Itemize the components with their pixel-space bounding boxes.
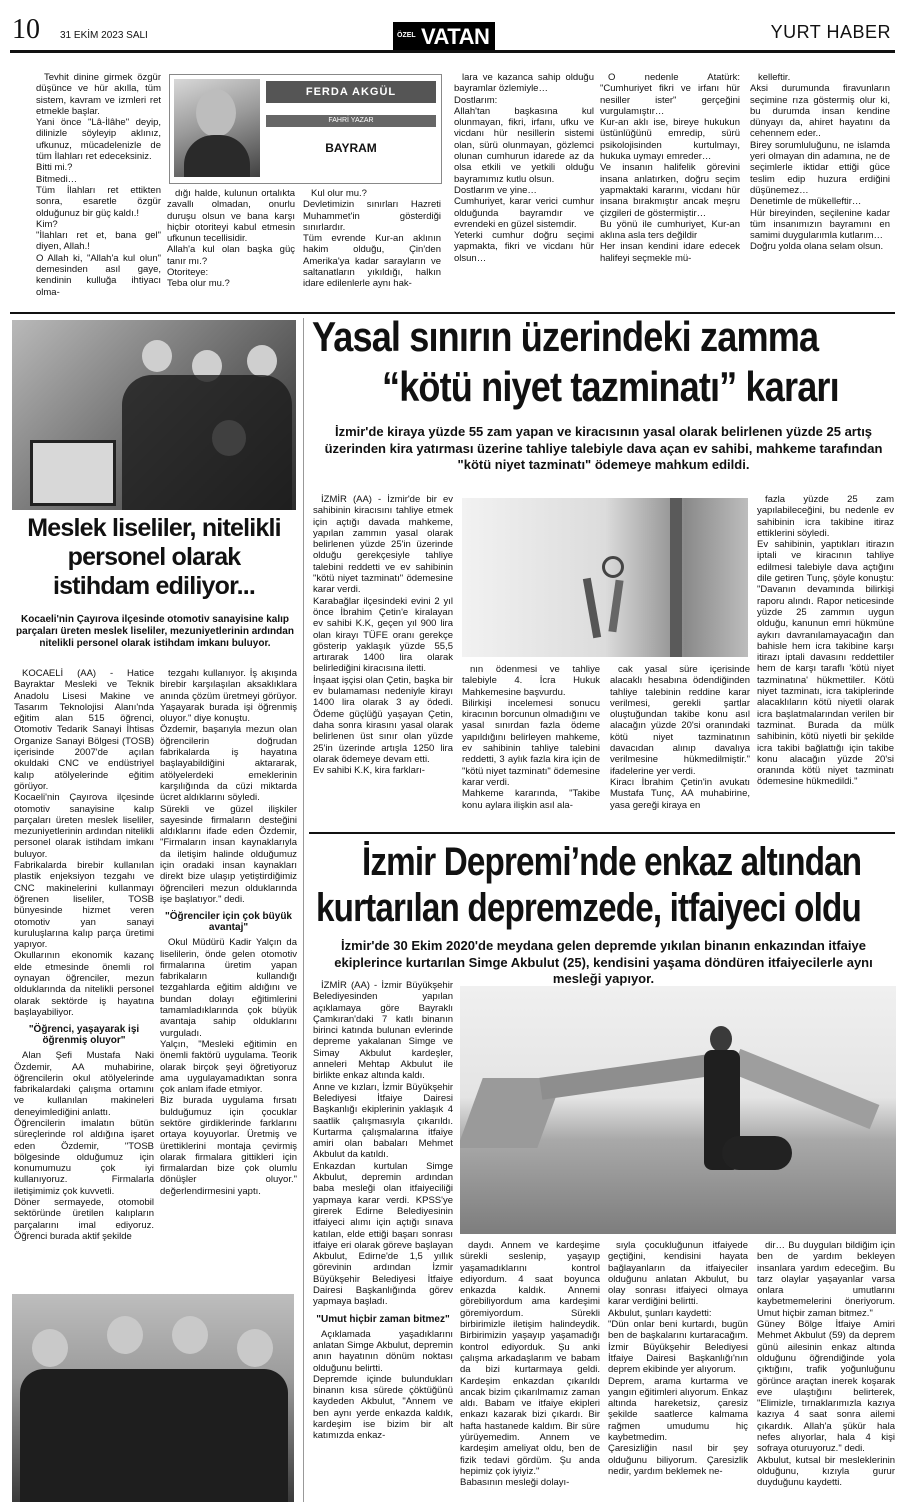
column-text-5: O nedenle Atatürk: "Cumhuriyet fikri ve irfanı hür nesiller ister" gerçeğini vurgulamıştır… Kur-an aklı ise, bireye hukukun üstünlüğünü emredip, sürü psikolojisinden kurtulmayı, hukuka uymayı emreder… Ve insanın halifelik görevini insana anlatırken, doğru seçim yapmaktaki kararını, vicdanı hür insana bırakmıştır ancak meşru çizgileri de göstermiştir… Bu yönü ile cumhuriyet, Kur-an aklına asla ters değildir Her insan kendini idare edecek halifeyi seçmekle mü- — [600, 72, 740, 264]
rent-headline-line2: “kötü niyet tazminatı” kararı — [382, 363, 839, 410]
rent-deck: İzmir'de kiraya yüzde 55 zam yapan ve kiracısının yasal olarak belirlenen yüzde 25 artış üzerinden kira yatırması üzerine tahliye talebiyle dava açan ev sahibi, mahkeme tarafından "kötü niyet tazminatı" ödemeye mahkum edildi. — [324, 424, 883, 472]
logo-badge: ÖZEL — [395, 24, 417, 50]
author-photo — [174, 79, 260, 177]
firefighter-dog-photo — [460, 986, 896, 1234]
students-parts-photo — [12, 1294, 294, 1502]
logo-text: VATAN — [417, 24, 493, 50]
vertical-divider — [303, 318, 304, 1502]
masthead-rule — [10, 50, 895, 53]
column-text-6: kelleftir. Aksi durumunda firavunların seçimine rıza göstermiş olur ki, bu durumda insan kendine dünyayı da, ahiret hayatını da cehennem eder.. Birey sorumluluğunu, ne islamda yeri olmayan din adamına, ne de seçimlerle iktidar ettiği güce teslim edip huzura erdiğini düşünemez… Denetimle de mükelleftir… Hür bireyinden, seçilenine kadar tüm insanımızın bayramını en samimi duygularımla kutlarım… Doğru yolda olana selam olsun. — [750, 72, 890, 253]
rent-text-4: fazla yüzde 25 zam yapılabileceğini, bu nedenle ev sahibinin icra takibine itiraz ettiklerini söyledi. Ev sahibinin, yaptıkları itirazın iptali ve kiracının tahliye edilmesi talebiyle dava açtığını dile getiren Tunç, şöyle konuştu: "Davanın devamında bilirkişi raporu alındı. Rapor neticesinde yüzde 25 zammın uygun olduğu, kanunun emri hükmüne aykırı davranılamayacağın dan bahisle hem icra takibine karşı itirazı iptali davasını reddettiler hem de karşı taraflı 'kötü niyet tazminatına' hükmettiler. Kötü niyet tazminatı, icra takiplerinde alacaklıların kötü niyetli olarak icra başlatmalarından verilen bir tazminat. Burada da mülk sahibinin, kötü niyetli bir şekilde icra takibi bağlattığı için takibe konu alacağın yüzde 20'si oranında kötü niyet tazminatı ödemesine hükmedildi." — [757, 494, 894, 788]
vocational-deck: Kocaeli'nin Çayırova ilçesinde otomotiv sanayisine kalıp parçaları üreten meslek liseliler, mezuniyetlerinin ardından nitelikli personel olarak istihdam imkanı buluyor. — [16, 614, 294, 649]
rent-text-2: nın ödenmesi ve tahliye talebiyle 4. İcra Hukuk Mahkemesine başvurdu. Bilirkişi incelemesi sonucu kiracının borcunun olmadığını ve yasal sınırdan fazla ödeme yapıldığını belirleyen mahkeme, ev sahibinin tahliye talebini reddetti, 3 aylık fazla kira için de "kötü niyet tazminatı" ödemesine karar verdi. Mahkeme kararında, "Takibe konu aylara ilişkin asıl ala- — [462, 664, 600, 811]
column-text-4: lara ve kazanca sahip olduğu bayramlar özlemiyle… Dostlarım: Allah'tan başkasına kul olunmayan, fikri, irfanı, ufku ve vicdanı hür nesillerin sistemi olan, sürü olunmayan, gözlemci olunan cumhurun idarede az da olsa etkili ve yetkili olduğu bayramımız kutlu olsun. Dostlarım ve yine… Cumhuriyet, karar verici cumhur olduğunda bayramdır ve evrendeki en güzel sistemdir. Yeterki cumhur doğru seçimi yapmakta, fikri ve vicdanı hür olsun… — [454, 72, 594, 264]
quake-subhead: "Umut hiçbir zaman bitmez" — [316, 1313, 450, 1325]
column-text-1: Tevhit dinine girmek özgür düşünce ve hür akılla, tüm sistem, kavram ve izmleri ret etmekle başlar. Yani önce "Lâ-İlâhe" deyip, dilinizle söyleyip aklınız, ufkunuz, mücadelenizle de tüm İlahları ret edeceksiniz. Bitti mi.? Bitmedi… Tüm İlahları ret ettikten sonra, esaretle özgür olduğunuz bir güç kaldı.! Kim? "İlahları ret et, bana gel" diyen, Allah.! O Allah ki, "Allah'a kul olun" demesinden asıl gaye, kendinin kulluğa ihtiyacı olma- — [36, 72, 161, 298]
vocational-headline: Meslek liseliler, nitelikli personel olarak istihdam ediliyor... — [27, 514, 281, 600]
column-author-role: FAHRİ YAZAR — [266, 115, 436, 127]
quake-text-3: sıyla çocukluğunun itfaiyede geçtiğini, kendisini hayata bağlayanların da itfaiyeciler olduğunu anlatan Akbulut, bu olay sonrası itfaiyeci olmaya karar verdiğini belirtti. Akbulut, şunları kaydetti: "Dün onlar beni kurtardı, bugün ben de başkalarını kurtaracağım. İzmir Büyükşehir Belediyesi İtfaiye Dairesi Başkanlığı'nın deprem ekibinde yer alıyorum. Deprem, arama kurtarma ve yangın eğitimleri alıyorum. Enkaz altında hareketsiz, çaresiz şekilde saatlerce kalmama rağmen umudumu hiç kaybetmedim. Çaresizliğin nasıl bir şey olduğunu biliyorum. Çaresizlik nedir, yardım beklemek ne- — [608, 1240, 748, 1477]
quake-text-4: dir… Bu duyguları bildiğim için ben de yardım bekleyen insanlara yardım edeceğim. Bu tarz olaylar yaşayanlar varsa onlara umutlarını kaybetmemelerini öneriyorum. Umut hiçbir zaman bitmez." Güney Bölge İtfaiye Amiri Mehmet Akbulut (59) da deprem günü ailesinin enkaz altında olduğunu öğrendiğinde yola çıktığını, trafik yoğunluğunu görünce araçtan inerek koşarak eve ulaştığını belirterek, "Elimizle, tırnaklarımızla kazıya kazıya 4 saat sonra ailemi çıkardık. Allah'a şükür hala nefes alıyorlar, hala 4 kişi sofraya oturuyoruz." dedi. Akbulut, kutsal bir mesleklerinin olduğunu, kızıyla gurur duyduğunu kaydetti. — [757, 1240, 895, 1489]
quake-text-2: daydı. Annem ve kardeşime sürekli seslenip, yaşayıp yaşamadıklarını kontrol ediyordum. 4 saat boyunca enkazda kaldık. Annemi görebiliyordum ama kardeşimi göremiyordum. Sürekli birbirimizle iletişim halindeydik. Birbirimizin yaşayıp yaşamadığı kontrol ediyorduk. Şu anki çalışma arkadaşlarım ve babam da bizi kurtarmaya geldi. Kardeşim enkazdan çıkarıldı ancak bizim çıkarılmamız zaman aldı. Babam ve itfaiye ekipleri enkazı kazarak bizi çıkardı. Bir hafta hastanede kaldım. Bir süre yürüyemedim. Annem ve kardeşim ameliyat oldu, ben de fizik tedavi gördüm. Şu anda hepimiz çok iyiyiz." Babasının mesleği dolayı- — [460, 1240, 600, 1489]
rent-headline-line1: Yasal sınırın üzerindeki zamma — [312, 313, 819, 360]
vocational-subhead-2: "Öğrenciler için çok büyük avantaj" — [164, 911, 292, 934]
rent-bottom-rule — [309, 832, 895, 834]
column-author-name: FERDA AKGÜL — [266, 81, 436, 103]
section-label: YURT HABER — [770, 22, 891, 42]
column-text-2: dığı halde, kulunun ortalıkta zavallı olmadan, onurlu duruşu olsun ve bana karşı hiçbir otoriteyi kabul etmesin ufkunun tecellisidir. Allah'a kul olan başka güç tanır mı.? Otoriteye: Teba olur mu.? — [167, 188, 295, 290]
vocational-text-1: KOCAELİ (AA) - Hatice Bayraktar Mesleki ve Teknik Anadolu Lisesi Makine ve Tasarım Teknolojisi Alanı'nda eğitim alan 515 öğrenci, Otomotiv Tedarik Sanayi İhtisas Organize Sanayi Bölgesi (TOSB) içerisinde 2007'de açılan okuldaki CNC ve endüstriyel kalıp atölyelerinde eğitim görüyor. Kocaeli'nin Çayırova ilçesinde otomotiv sanayisine kalıp parçaları üreten meslek liseliler, mezuniyetlerinin ardından nitelikli personel olarak istihdam imkanı buluyor. Fabrikalarda birebir kullanılan plastik enjeksiyon tezgahı ve CNC makinelerini kullanmayı öğrenen liseliler, TOSB bünyesinde hizmet veren otomotiv yan sanayi kuruluşlarına kalıp parça üretimi yapıyor. Okullarının ekonomik kazanç elde etmesinde önemli rol oynayan öğrenciler, mezun olduklarında da nitelikli personel olarak sektörde iş hayatına başlayabiliyor. "Öğrenci, yaşayarak işi öğrenmiş oluyor" Alan Şefi Mustafa Naki Özdemir, AA muhabirine, öğrencilerin okul atölyelerinde fabrikalardaki çalışma ortamını ve kullanılan makineleri deneyimlediğini anlattı. Öğrencilerin imalatın bütün süreçlerinde rol aldığına işaret eden Özdemir, "TOSB bölgesinde olduğumuz için konumumuzu çok iyi kullanıyoruz. Firmalarla iletişimimiz çok kuvvetli. Döner sermayede, otomobil sektöründe üretilen kalıpların parçalarını imal ediyoruz. Öğrenci burada aktif şekilde — [14, 668, 154, 1242]
quake-deck: İzmir'de 30 Ekim 2020'de meydana gelen depremde yıkılan binanın enkazından itfaiye ekiplerince kurtarılan Simge Akbulut (25), kendisini yaşama döndüren itfaiyecilerle aynı mesleği yapıyor. — [334, 938, 873, 986]
quake-headline-line2: kurtarılan depremzede, itfaiyeci oldu — [316, 886, 861, 930]
column-author-box — [169, 74, 442, 184]
rent-text-1: İZMİR (AA) - İzmir'de bir ev sahibinin kiracısını tahliye etmek için açtığı davada mahkeme, yapılan zammın yasal olarak belirlenen yüzde 25'in üzerinde olduğu gerekçesiyle tahliye talebini reddetti ve ev sahibinin "kötü niyet tazminatı" ödemesine karar verdi. Karabağlar ilçesindeki evini 2 yıl önce İbrahim Çetin'e kiralayan ev sahibi K.K, geçen yıl 900 lira olan kirayı TÜFE oranı gerekçe gösterip yaklaşık yüzde 55,5 artırarak 1400 lira olarak belirlediğini kiracısına iletti. İnşaat işçisi olan Çetin, başka bir ev bulamaması nedeniyle kirayı 1400 lira olarak 3 ay ödedi. Ödeme güçlüğü yaşayan Çetin, daha sonra kirasını yasal olarak belirlenen üst sınır olan yüzde 25'in üzerinde artışla 1250 lira olarak ödemeye devam etti. Ev sahibi K.K, kira farkları- — [313, 494, 453, 777]
keys-photo — [462, 498, 748, 657]
newspaper-logo — [393, 22, 495, 52]
quake-text-1: İZMİR (AA) - İzmir Büyükşehir Belediyesinden yapılan açıklamaya göre Bayraklı Çamkıran'daki 7 katlı binanın birinci katında bulunan evlerinde depreme yakalanan Simge ve Simay Akbulut kardeşler, anneleri Mehtap Akbulut ile birlikte enkaz altında kaldı. Anne ve kızları, İzmir Büyükşehir Belediyesi İtfaiye Dairesi Başkanlığı ekiplerinin yaklaşık 4 saatlik çalışmasıyla çıkarıldı. Kurtarma çalışmalarına itfaiye amiri olan babaları Mehmet Akbulut da katıldı. Enkazdan kurtulan Simge Akbulut, depremin ardından baba mesleği olan itfaiyeciliği yapmaya karar verdi. KPSS'ye girerek Edirne Belediyesinin itfaiyeci alımı için açtığı sınava katılan, elde ettiği başarı sonrası itfaiye eri olarak göreve başlayan Akbulut, Edirne'de 1,5 yıllık görevinin ardından İzmir Büyükşehir Belediyesi İtfaiye Dairesi Başkanlığında görev yapmaya başladı. "Umut hiçbir zaman bitmez" Açıklamada yaşadıklarını anlatan Simge Akbulut, depremin anın hayatının dönüm noktası olduğunu belirtti. Depremde içinde bulundukları binanın kısa sürede çöktüğünü kaydeden Akbulut, "Annem ve ben aynı yerde enkazda kaldık, kardeşim ise bizim bir alt katımızda enkaz- — [313, 980, 453, 1442]
vocational-subhead-1: "Öğrenci, yaşayarak işi öğrenmiş oluyor" — [28, 1024, 140, 1047]
students-workshop-photo — [12, 320, 296, 510]
rent-text-3: cak yasal süre içerisinde alacaklı hesabına ödendiğinden tahliye talebinin reddine karar verilmesi, gerekli şartlar oluştuğundan takibe konu asıl alacağın yüzde 20'si oranındaki kötü niyet tazminatının davacıdan alınıp davalıya verilmesine hükmedilmiştir." ifadelerine yer verdi. Kiracı İbrahim Çetin'in avukatı Mustafa Tunç, AA muhabirine, yasa gereği kiraya en — [610, 664, 750, 811]
page-number: 10 — [12, 14, 40, 45]
vocational-text-2: tezgahı kullanıyor. İş akışında birebir karşılaşılan aksaklıklara anında çözüm üretmeyi görüyor. Yaşayarak burada işi öğrenmiş oluyor." diye konuştu. Özdemir, başarıyla mezun olan öğrencilerin doğrudan fabrikalarda iş hayatına başlayabildiğini aktararak, atölyelerdeki emeklerinin karşılığında da cüzi miktarda ücret aldıklarını söyledi. Sürekli ve güzel ilişkiler sayesinde firmaların desteğini aldıklarını ifade eden Özdemir, "Firmaların insan kaynaklarıyla da iletişim halinde olduğumuz için oradaki insan kaynakları direkt bize ulaşıp yetiştirdiğimiz öğrencileri mezun olduklarında işe başlatıyor." dedi. "Öğrenciler için çok büyük avantaj" Okul Müdürü Kadir Yalçın da liselilerin, önde gelen otomotiv firmalarına üretim yapan fabrikaların kullandığı tezgahlarda eğitim aldığını ve bundan dolayı eğitimlerini tamamladıklarında çok büyük avantaja sahip olduklarını vurguladı. Yalçın, "Mesleki eğitimin en önemli faktörü uygulama. Teorik olarak birçok şeyi öğretiyoruz ama uygulayamadıktan sonra çok anlam ifade etmiyor. Biz burada uygulama fırsatı bulduğumuz için çocuklar sektöre girdiklerinde farklarını ortaya koyuyorlar. Üretmiş ve ürettiklerini montaja çevirmiş olarak firmalara gittikleri için firmalardan bize çok olumlu dönüşler oluyor." değerlendirmesini yaptı. — [160, 668, 297, 1197]
column-text-3: Kul olur mu.? Devletimizin sınırları Hazreti Muhammet'in gösterdiği sınırlardır. Tüm evrende Kur-an aklının hakim olduğu, Çin'den Amerika'ya kadar sarayların ve saltanatların yıkıldığı, halkın idare edilenlerle aynı hak- — [303, 188, 441, 290]
issue-date: 31 EKİM 2023 SALI — [60, 30, 148, 41]
quake-headline-line1: İzmir Depremi’nde enkaz altından — [362, 840, 862, 884]
column-title: BAYRAM — [325, 141, 377, 155]
